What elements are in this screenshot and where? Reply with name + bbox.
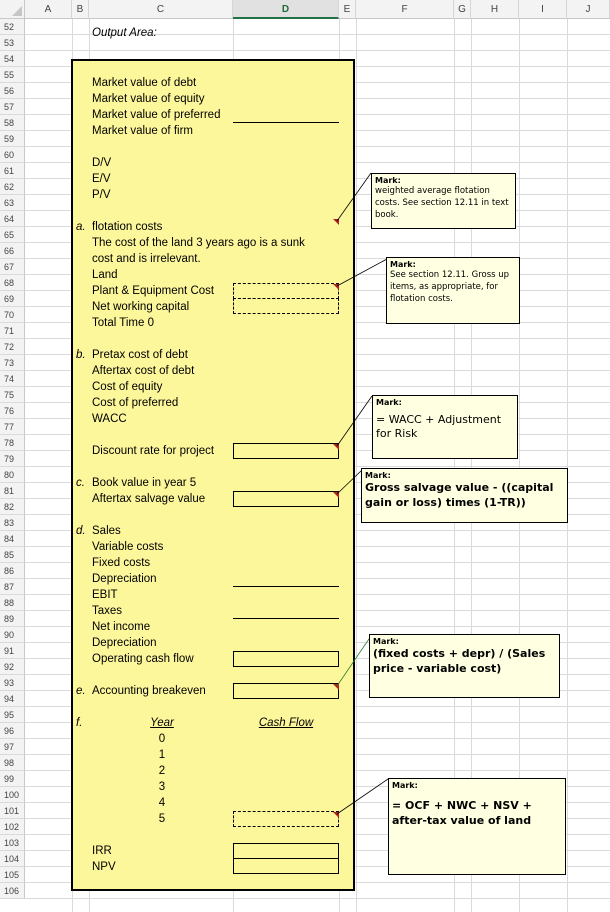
gridline: [25, 50, 610, 51]
row-header-83[interactable]: 83: [0, 515, 25, 531]
comment-box[interactable]: [371, 173, 516, 229]
label-aftertax-debt: Aftertax cost of debt: [92, 365, 195, 377]
label-npv: NPV: [92, 861, 116, 873]
cell-breakeven[interactable]: [233, 683, 339, 699]
prefix-d: d.: [76, 525, 86, 537]
label-sales: Sales: [92, 525, 121, 537]
row-header-70[interactable]: 70: [0, 307, 25, 323]
comment-text: See section 12.11. Gross up items, as appropriate, for flotation costs.: [390, 270, 510, 304]
row-header-94[interactable]: 94: [0, 691, 25, 707]
year-label: 2: [158, 765, 166, 777]
column-header-i[interactable]: I: [519, 0, 567, 19]
row-header-81[interactable]: 81: [0, 483, 25, 499]
column-header-d[interactable]: D: [233, 0, 339, 19]
comment-indicator-icon[interactable]: [333, 492, 339, 498]
year-label: 5: [158, 813, 166, 825]
row-header-78[interactable]: 78: [0, 435, 25, 451]
cell-discount-rate[interactable]: [233, 443, 339, 459]
row-header-105[interactable]: 105: [0, 867, 25, 883]
comment-text: Gross salvage value - ((capital gain or loss) times (1-TR)): [365, 481, 554, 509]
row-header-60[interactable]: 60: [0, 147, 25, 163]
label-total-time0: Total Time 0: [92, 317, 154, 329]
column-header-g[interactable]: G: [454, 0, 471, 19]
year-label: 3: [158, 781, 166, 793]
column-header-c[interactable]: C: [89, 0, 233, 19]
comment-box[interactable]: [369, 634, 560, 698]
year-label: 1: [158, 749, 166, 761]
row-header-62[interactable]: 62: [0, 179, 25, 195]
row-header-92[interactable]: 92: [0, 659, 25, 675]
label-discount-rate: Discount rate for project: [92, 445, 215, 457]
row-header-66[interactable]: 66: [0, 243, 25, 259]
label-depreciation: Depreciation: [92, 573, 157, 585]
label-taxes: Taxes: [92, 605, 123, 617]
row-header-69[interactable]: 69: [0, 291, 25, 307]
row-header-101[interactable]: 101: [0, 803, 25, 819]
row-header-97[interactable]: 97: [0, 739, 25, 755]
row-header-56[interactable]: 56: [0, 83, 25, 99]
row-header-99[interactable]: 99: [0, 771, 25, 787]
row-header-79[interactable]: 79: [0, 451, 25, 467]
cell-salvage[interactable]: [233, 491, 339, 507]
label-plant: Plant & Equipment Cost: [92, 285, 215, 297]
row-header-85[interactable]: 85: [0, 547, 25, 563]
comment-box[interactable]: [388, 778, 566, 875]
row-header-59[interactable]: 59: [0, 131, 25, 147]
prefix-e: e.: [76, 685, 86, 697]
label-pretax-debt: Pretax cost of debt: [92, 349, 188, 361]
comment-indicator-icon[interactable]: [333, 684, 339, 690]
prefix-c: c.: [76, 477, 85, 489]
comment-author: Mark:: [365, 471, 391, 480]
row-header-82[interactable]: 82: [0, 499, 25, 515]
label-salvage: Aftertax salvage value: [92, 493, 206, 505]
row-header-95[interactable]: 95: [0, 707, 25, 723]
label-mv-debt: Market value of debt: [92, 77, 197, 89]
row-header-89[interactable]: 89: [0, 611, 25, 627]
label-wacc: WACC: [92, 413, 127, 425]
row-header-93[interactable]: 93: [0, 675, 25, 691]
row-header-55[interactable]: 55: [0, 67, 25, 83]
row-header-104[interactable]: 104: [0, 851, 25, 867]
row-header-75[interactable]: 75: [0, 387, 25, 403]
row-header-103[interactable]: 103: [0, 835, 25, 851]
row-header-61[interactable]: 61: [0, 163, 25, 179]
row-header-96[interactable]: 96: [0, 723, 25, 739]
year-label: 4: [158, 797, 166, 809]
row-header-54[interactable]: 54: [0, 51, 25, 67]
label-ev: E/V: [92, 173, 111, 185]
cell-cash-flow-year5[interactable]: [233, 811, 339, 827]
row-header-77[interactable]: 77: [0, 419, 25, 435]
column-header-f[interactable]: F: [356, 0, 454, 19]
row-header-80[interactable]: 80: [0, 467, 25, 483]
column-header-b[interactable]: B: [72, 0, 89, 19]
row-header-73[interactable]: 73: [0, 355, 25, 371]
comment-text: weighted average flotation costs. See section 12.11 in text book.: [375, 186, 509, 220]
label-land: Land: [92, 269, 118, 281]
column-header-j[interactable]: J: [567, 0, 610, 19]
cell-ocf[interactable]: [233, 651, 339, 667]
row-header-68[interactable]: 68: [0, 275, 25, 291]
label-cost-equity: Cost of equity: [92, 381, 163, 393]
row-header-87[interactable]: 87: [0, 579, 25, 595]
row-header-102[interactable]: 102: [0, 819, 25, 835]
prefix-a: a.: [76, 221, 86, 233]
comment-box[interactable]: [361, 468, 568, 523]
label-cost-preferred: Cost of preferred: [92, 397, 179, 409]
label-irr: IRR: [92, 845, 112, 857]
comment-author: Mark:: [375, 176, 401, 185]
column-header-a[interactable]: A: [25, 0, 72, 19]
label-variable-costs: Variable costs: [92, 541, 164, 553]
row-header-84[interactable]: 84: [0, 531, 25, 547]
label-ebit: EBIT: [92, 589, 118, 601]
row-header-71[interactable]: 71: [0, 323, 25, 339]
column-header-h[interactable]: H: [471, 0, 519, 19]
header-cash-flow: Cash Flow: [258, 717, 314, 729]
row-header-67[interactable]: 67: [0, 259, 25, 275]
comment-box[interactable]: [372, 395, 518, 459]
row-header-90[interactable]: 90: [0, 627, 25, 643]
year-label: 0: [158, 733, 166, 745]
select-all-corner[interactable]: [0, 0, 25, 19]
label-dv: D/V: [92, 157, 112, 169]
comment-box[interactable]: [386, 257, 520, 324]
label-nwc: Net working capital: [92, 301, 190, 313]
cell-nwc[interactable]: [233, 298, 339, 314]
comment-indicator-icon[interactable]: [333, 219, 339, 225]
comment-indicator-icon[interactable]: [333, 444, 339, 450]
comment-indicator-icon[interactable]: [333, 284, 339, 290]
gridline: [25, 898, 610, 899]
label-fixed-costs: Fixed costs: [92, 557, 151, 569]
underline-taxes: [233, 618, 339, 619]
row-header-88[interactable]: 88: [0, 595, 25, 611]
prefix-b: b.: [76, 349, 86, 361]
label-sunk-1: The cost of the land 3 years ago is a sunk: [92, 237, 305, 249]
label-flotation: flotation costs: [92, 221, 163, 233]
output-area-title: Output Area:: [92, 27, 157, 39]
row-header-74[interactable]: 74: [0, 371, 25, 387]
row-header-86[interactable]: 86: [0, 563, 25, 579]
cell-npv[interactable]: [233, 858, 339, 874]
row-header-72[interactable]: 72: [0, 339, 25, 355]
comment-text: (fixed costs + depr) / (Sales price - variable cost): [373, 647, 546, 675]
comment-indicator-icon[interactable]: [333, 812, 339, 818]
label-book-value: Book value in year 5: [92, 477, 197, 489]
row-header-58[interactable]: 58: [0, 115, 25, 131]
row-header-100[interactable]: 100: [0, 787, 25, 803]
comment-author: Mark:: [392, 781, 418, 790]
underline-depreciation: [233, 586, 339, 587]
header-year: Year: [150, 717, 174, 729]
row-header-65[interactable]: 65: [0, 227, 25, 243]
label-depreciation-2: Depreciation: [92, 637, 157, 649]
row-header-64[interactable]: 64: [0, 211, 25, 227]
comment-text: = WACC + Adjustment for Risk: [376, 413, 502, 440]
row-header-57[interactable]: 57: [0, 99, 25, 115]
cell-plant-cost[interactable]: [233, 283, 339, 299]
label-ocf: Operating cash flow: [92, 653, 194, 665]
cell-irr[interactable]: [233, 843, 339, 859]
label-breakeven: Accounting breakeven: [92, 685, 206, 697]
comment-author: Mark:: [390, 260, 416, 269]
row-header-91[interactable]: 91: [0, 643, 25, 659]
row-header-106[interactable]: 106: [0, 883, 25, 899]
label-pv: P/V: [92, 189, 111, 201]
row-header-98[interactable]: 98: [0, 755, 25, 771]
comment-author: Mark:: [373, 637, 399, 646]
label-mv-equity: Market value of equity: [92, 93, 205, 105]
row-header-53[interactable]: 53: [0, 35, 25, 51]
label-net-income: Net income: [92, 621, 151, 633]
label-mv-firm: Market value of firm: [92, 125, 193, 137]
prefix-f: f.: [76, 717, 83, 729]
row-header-63[interactable]: 63: [0, 195, 25, 211]
row-header-52[interactable]: 52: [0, 19, 25, 35]
label-mv-preferred: Market value of preferred: [92, 109, 221, 121]
comment-text: = OCF + NWC + NSV + after-tax value of land: [392, 799, 532, 827]
row-header-76[interactable]: 76: [0, 403, 25, 419]
comment-author: Mark:: [376, 398, 402, 407]
underline-preferred: [233, 122, 339, 123]
column-header-e[interactable]: E: [339, 0, 356, 19]
label-sunk-2: cost and is irrelevant.: [92, 253, 201, 265]
